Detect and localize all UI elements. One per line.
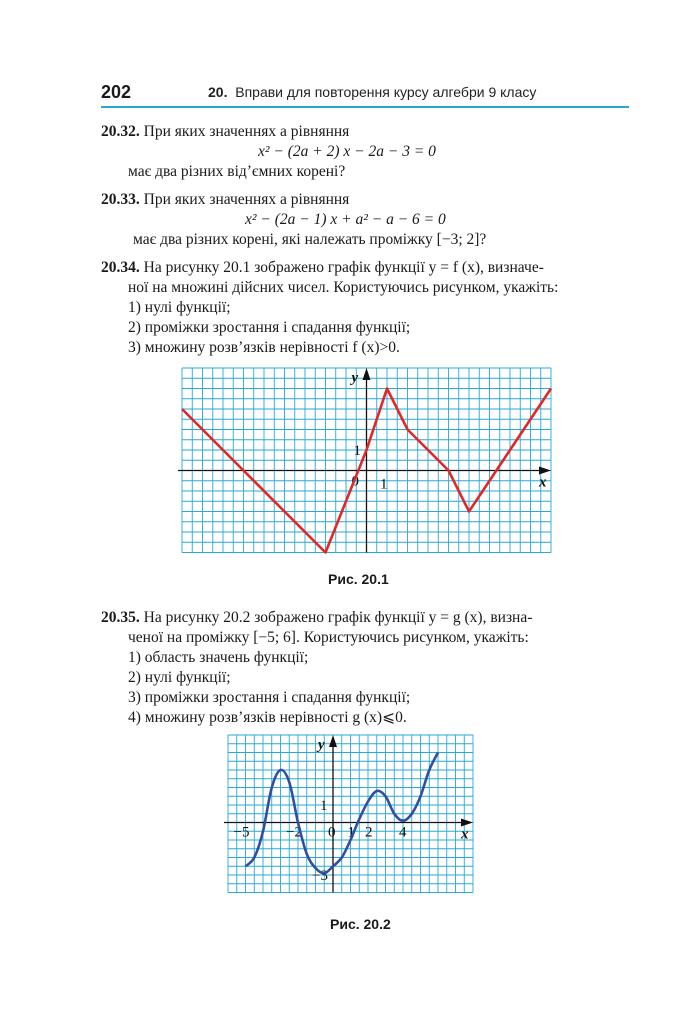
problem-20-35-item1: 1) область значень функції; <box>128 649 309 666</box>
origin-label: 0 <box>351 473 359 490</box>
x-tick-label: 2 <box>365 824 373 841</box>
problem-20-34-item1: 1) нулі функції; <box>128 299 231 316</box>
problem-text: При яких значеннях a рівняння <box>143 191 350 208</box>
problem-20-33-formula: x² − (2a − 1) x + a² − a − 6 = 0 <box>245 211 446 228</box>
y-min-label: −3 <box>312 868 328 884</box>
section-title: Вправи для повторення курсу алгебри 9 класу <box>235 84 537 100</box>
x-tick-label: 1 <box>347 824 355 841</box>
x-axis-label: x <box>539 474 547 491</box>
section-number: 20. <box>208 84 228 100</box>
problem-number: 20.35. <box>101 609 140 626</box>
figure-20-1-caption: Рис. 20.1 <box>328 571 389 587</box>
problem-20-35-line2: ченої на проміжку [−5; 6]. Користуючись рисунком, укажіть: <box>128 629 529 646</box>
page-number: 202 <box>101 82 132 102</box>
problem-20-34-line2: ної на множині дійсних чисел. Користуючись рисунком, укажіть: <box>128 279 559 296</box>
y-axis-label: y <box>351 370 359 386</box>
problem-20-32-line2: має два різних від’ємних корені? <box>128 163 346 180</box>
problem-20-34-item2: 2) проміжки зростання і спадання функції; <box>128 319 411 336</box>
problem-text: На рисунку 20.2 зображено графік функції y = g (x), визна- <box>143 609 533 626</box>
problem-number: 20.34. <box>101 259 140 276</box>
x-unit-label: 1 <box>380 476 388 493</box>
problem-number: 20.32. <box>101 123 140 140</box>
origin-label: 0 <box>328 824 336 841</box>
problem-20-35-item2: 2) нулі функції; <box>128 669 231 686</box>
problem-20-32-formula: x² − (2a + 2) x − 2a − 3 = 0 <box>258 143 436 160</box>
x-tick-label: −5 <box>233 824 250 841</box>
problem-20-34-item3: 3) множину розв’язків нерівності f (x)>0. <box>128 339 400 356</box>
x-tick-label: 4 <box>399 824 407 841</box>
problem-20-35-item4: 4) множину розв’язків нерівності g (x)⩽0. <box>128 709 407 726</box>
y-unit-label: 1 <box>353 443 361 459</box>
problem-20-33-line2: має два різних корені, які належать проміжку [−3; 2]? <box>133 231 487 248</box>
problem-20-35-item3: 3) проміжки зростання і спадання функції; <box>128 689 411 706</box>
problem-text: На рисунку 20.1 зображено графік функції y = f (x), визначе- <box>143 259 544 276</box>
y-unit-label: 1 <box>320 798 328 814</box>
problem-text: При яких значеннях a рівняння <box>143 123 350 140</box>
x-axis-label: x <box>461 826 469 843</box>
x-tick-label: −2 <box>286 824 302 841</box>
problem-number: 20.33. <box>101 191 140 208</box>
figure-20-2-caption: Рис. 20.2 <box>330 916 391 932</box>
y-axis-label: y <box>318 737 325 753</box>
